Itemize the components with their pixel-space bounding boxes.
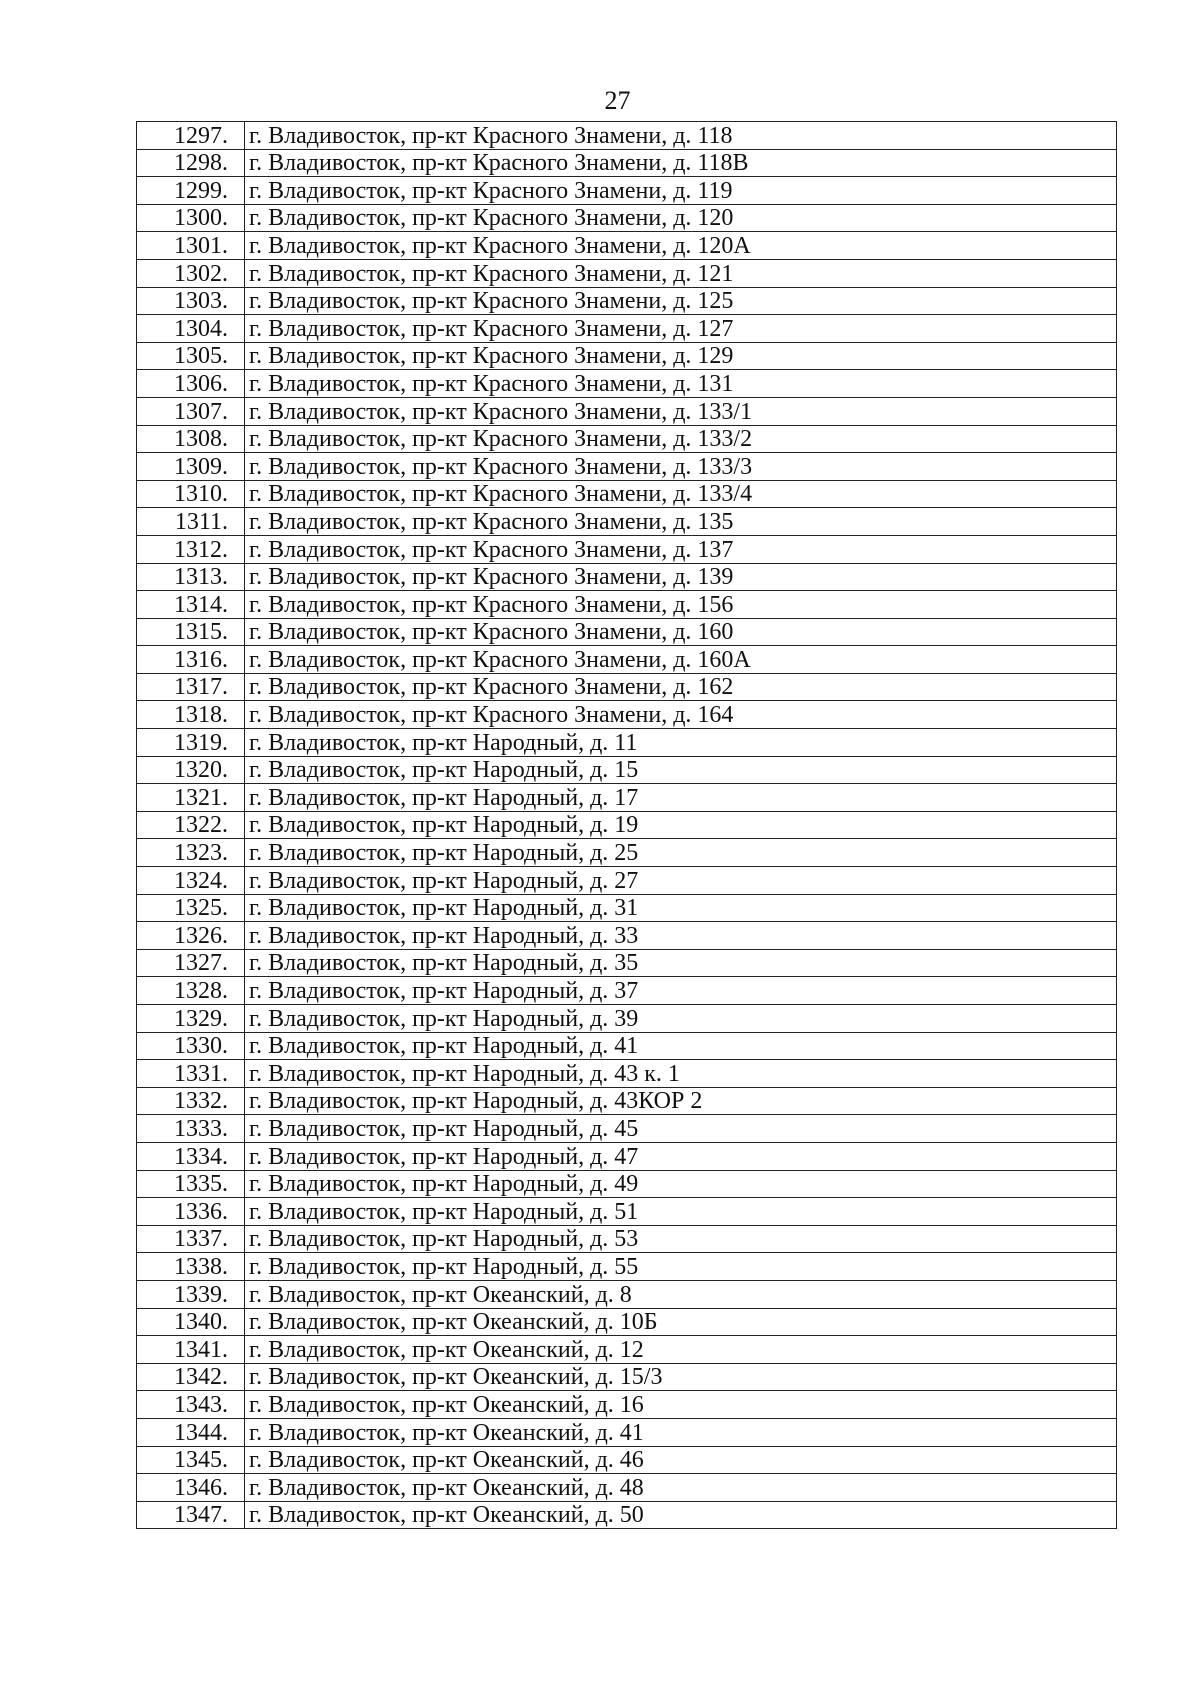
row-number-cell: 1331.	[137, 1060, 245, 1088]
row-number-cell: 1325.	[137, 894, 245, 922]
address-cell: г. Владивосток, пр-кт Красного Знамени, д. 127	[245, 315, 1117, 343]
address-cell: г. Владивосток, пр-кт Красного Знамени, д. 119	[245, 177, 1117, 205]
table-row	[137, 1446, 1117, 1474]
address-cell: г. Владивосток, пр-кт Народный, д. 51	[245, 1198, 1117, 1226]
address-table	[136, 121, 1117, 1529]
address-cell: г. Владивосток, пр-кт Океанский, д. 50	[245, 1501, 1117, 1529]
table-row	[137, 1253, 1117, 1281]
row-number-cell: 1323.	[137, 839, 245, 867]
address-cell: г. Владивосток, пр-кт Красного Знамени, д. 156	[245, 591, 1117, 619]
table-row	[137, 425, 1117, 453]
row-number-cell: 1324.	[137, 867, 245, 895]
row-number-cell: 1301.	[137, 232, 245, 260]
row-number-cell: 1345.	[137, 1446, 245, 1474]
row-number-cell: 1320.	[137, 756, 245, 784]
row-number-cell: 1342.	[137, 1363, 245, 1391]
address-cell: г. Владивосток, пр-кт Красного Знамени, д. 160А	[245, 646, 1117, 674]
row-number-cell: 1315.	[137, 618, 245, 646]
table-row	[137, 784, 1117, 812]
row-number-cell: 1317.	[137, 673, 245, 701]
table-row	[137, 508, 1117, 536]
row-number-cell: 1316.	[137, 646, 245, 674]
address-cell: г. Владивосток, пр-кт Народный, д. 11	[245, 729, 1117, 757]
row-number-cell: 1330.	[137, 1032, 245, 1060]
table-row	[137, 1005, 1117, 1033]
row-number-cell: 1310.	[137, 480, 245, 508]
row-number-cell: 1306.	[137, 370, 245, 398]
table-row	[137, 1336, 1117, 1364]
table-row	[137, 122, 1117, 150]
table-row	[137, 342, 1117, 370]
table-row	[137, 1308, 1117, 1336]
table-row	[137, 535, 1117, 563]
row-number-cell: 1313.	[137, 563, 245, 591]
row-number-cell: 1340.	[137, 1308, 245, 1336]
row-number-cell: 1336.	[137, 1198, 245, 1226]
address-cell: г. Владивосток, пр-кт Красного Знамени, д. 129	[245, 342, 1117, 370]
row-number-cell: 1299.	[137, 177, 245, 205]
table-row	[137, 1170, 1117, 1198]
table-row	[137, 259, 1117, 287]
table-row	[137, 453, 1117, 481]
table-row	[137, 673, 1117, 701]
row-number-cell: 1334.	[137, 1142, 245, 1170]
address-cell: г. Владивосток, пр-кт Народный, д. 27	[245, 867, 1117, 895]
table-row	[137, 1474, 1117, 1502]
table-row	[137, 480, 1117, 508]
address-cell: г. Владивосток, пр-кт Народный, д. 43 к. 1	[245, 1060, 1117, 1088]
address-cell: г. Владивосток, пр-кт Красного Знамени, д. 133/2	[245, 425, 1117, 453]
row-number-cell: 1303.	[137, 287, 245, 315]
table-row	[137, 1060, 1117, 1088]
address-cell: г. Владивосток, пр-кт Народный, д. 17	[245, 784, 1117, 812]
address-cell: г. Владивосток, пр-кт Красного Знамени, д. 162	[245, 673, 1117, 701]
table-row	[137, 177, 1117, 205]
table-row	[137, 1501, 1117, 1529]
address-cell: г. Владивосток, пр-кт Океанский, д. 16	[245, 1391, 1117, 1419]
address-cell: г. Владивосток, пр-кт Океанский, д. 10Б	[245, 1308, 1117, 1336]
row-number-cell: 1319.	[137, 729, 245, 757]
row-number-cell: 1297.	[137, 122, 245, 150]
row-number-cell: 1347.	[137, 1501, 245, 1529]
address-cell: г. Владивосток, пр-кт Народный, д. 41	[245, 1032, 1117, 1060]
address-cell: г. Владивосток, пр-кт Народный, д. 45	[245, 1115, 1117, 1143]
row-number-cell: 1346.	[137, 1474, 245, 1502]
row-number-cell: 1339.	[137, 1280, 245, 1308]
row-number-cell: 1322.	[137, 811, 245, 839]
row-number-cell: 1308.	[137, 425, 245, 453]
table-row	[137, 1032, 1117, 1060]
table-row	[137, 867, 1117, 895]
address-cell: г. Владивосток, пр-кт Океанский, д. 46	[245, 1446, 1117, 1474]
table-row	[137, 922, 1117, 950]
address-table-body	[137, 122, 1117, 1529]
table-row	[137, 1087, 1117, 1115]
table-row	[137, 1115, 1117, 1143]
table-row	[137, 646, 1117, 674]
table-row	[137, 204, 1117, 232]
table-row	[137, 811, 1117, 839]
table-row	[137, 756, 1117, 784]
address-cell: г. Владивосток, пр-кт Народный, д. 43КОР 2	[245, 1087, 1117, 1115]
table-row	[137, 1142, 1117, 1170]
table-row	[137, 977, 1117, 1005]
address-cell: г. Владивосток, пр-кт Народный, д. 33	[245, 922, 1117, 950]
table-row	[137, 287, 1117, 315]
address-cell: г. Владивосток, пр-кт Народный, д. 25	[245, 839, 1117, 867]
row-number-cell: 1318.	[137, 701, 245, 729]
row-number-cell: 1311.	[137, 508, 245, 536]
table-row	[137, 1418, 1117, 1446]
row-number-cell: 1305.	[137, 342, 245, 370]
row-number-cell: 1338.	[137, 1253, 245, 1281]
address-cell: г. Владивосток, пр-кт Народный, д. 39	[245, 1005, 1117, 1033]
address-cell: г. Владивосток, пр-кт Народный, д. 55	[245, 1253, 1117, 1281]
row-number-cell: 1326.	[137, 922, 245, 950]
row-number-cell: 1312.	[137, 535, 245, 563]
address-cell: г. Владивосток, пр-кт Красного Знамени, д. 135	[245, 508, 1117, 536]
row-number-cell: 1329.	[137, 1005, 245, 1033]
address-cell: г. Владивосток, пр-кт Красного Знамени, д. 133/4	[245, 480, 1117, 508]
address-cell: г. Владивосток, пр-кт Красного Знамени, д. 118В	[245, 149, 1117, 177]
address-cell: г. Владивосток, пр-кт Красного Знамени, д. 120А	[245, 232, 1117, 260]
table-row	[137, 1363, 1117, 1391]
address-cell: г. Владивосток, пр-кт Красного Знамени, д. 120	[245, 204, 1117, 232]
table-row	[137, 839, 1117, 867]
table-row	[137, 563, 1117, 591]
table-row	[137, 894, 1117, 922]
address-cell: г. Владивосток, пр-кт Народный, д. 49	[245, 1170, 1117, 1198]
table-row	[137, 149, 1117, 177]
address-cell: г. Владивосток, пр-кт Красного Знамени, д. 118	[245, 122, 1117, 150]
row-number-cell: 1314.	[137, 591, 245, 619]
address-cell: г. Владивосток, пр-кт Океанский, д. 8	[245, 1280, 1117, 1308]
address-cell: г. Владивосток, пр-кт Народный, д. 35	[245, 949, 1117, 977]
address-cell: г. Владивосток, пр-кт Народный, д. 47	[245, 1142, 1117, 1170]
table-row	[137, 618, 1117, 646]
address-cell: г. Владивосток, пр-кт Красного Знамени, д. 133/1	[245, 397, 1117, 425]
address-cell: г. Владивосток, пр-кт Красного Знамени, д. 125	[245, 287, 1117, 315]
address-cell: г. Владивосток, пр-кт Народный, д. 15	[245, 756, 1117, 784]
row-number-cell: 1307.	[137, 397, 245, 425]
row-number-cell: 1309.	[137, 453, 245, 481]
address-cell: г. Владивосток, пр-кт Народный, д. 19	[245, 811, 1117, 839]
table-row	[137, 1280, 1117, 1308]
table-row	[137, 315, 1117, 343]
address-cell: г. Владивосток, пр-кт Океанский, д. 41	[245, 1418, 1117, 1446]
row-number-cell: 1343.	[137, 1391, 245, 1419]
table-row	[137, 370, 1117, 398]
row-number-cell: 1344.	[137, 1418, 245, 1446]
table-row	[137, 701, 1117, 729]
page-number: 27	[604, 86, 631, 115]
table-row	[137, 1391, 1117, 1419]
row-number-cell: 1337.	[137, 1225, 245, 1253]
row-number-cell: 1333.	[137, 1115, 245, 1143]
row-number-cell: 1302.	[137, 259, 245, 287]
address-cell: г. Владивосток, пр-кт Океанский, д. 48	[245, 1474, 1117, 1502]
address-cell: г. Владивосток, пр-кт Народный, д. 37	[245, 977, 1117, 1005]
table-row	[137, 729, 1117, 757]
address-cell: г. Владивосток, пр-кт Красного Знамени, д. 131	[245, 370, 1117, 398]
row-number-cell: 1327.	[137, 949, 245, 977]
table-row	[137, 397, 1117, 425]
address-cell: г. Владивосток, пр-кт Красного Знамени, д. 137	[245, 535, 1117, 563]
address-cell: г. Владивосток, пр-кт Красного Знамени, д. 164	[245, 701, 1117, 729]
address-cell: г. Владивосток, пр-кт Народный, д. 53	[245, 1225, 1117, 1253]
row-number-cell: 1328.	[137, 977, 245, 1005]
row-number-cell: 1335.	[137, 1170, 245, 1198]
address-cell: г. Владивосток, пр-кт Красного Знамени, д. 139	[245, 563, 1117, 591]
table-row	[137, 1198, 1117, 1226]
table-row	[137, 591, 1117, 619]
row-number-cell: 1341.	[137, 1336, 245, 1364]
address-cell: г. Владивосток, пр-кт Красного Знамени, д. 160	[245, 618, 1117, 646]
address-cell: г. Владивосток, пр-кт Океанский, д. 15/3	[245, 1363, 1117, 1391]
row-number-cell: 1321.	[137, 784, 245, 812]
table-row	[137, 232, 1117, 260]
table-row	[137, 1225, 1117, 1253]
address-cell: г. Владивосток, пр-кт Народный, д. 31	[245, 894, 1117, 922]
row-number-cell: 1332.	[137, 1087, 245, 1115]
address-cell: г. Владивосток, пр-кт Красного Знамени, д. 133/3	[245, 453, 1117, 481]
address-cell: г. Владивосток, пр-кт Красного Знамени, д. 121	[245, 259, 1117, 287]
address-cell: г. Владивосток, пр-кт Океанский, д. 12	[245, 1336, 1117, 1364]
row-number-cell: 1304.	[137, 315, 245, 343]
row-number-cell: 1300.	[137, 204, 245, 232]
table-row	[137, 949, 1117, 977]
row-number-cell: 1298.	[137, 149, 245, 177]
